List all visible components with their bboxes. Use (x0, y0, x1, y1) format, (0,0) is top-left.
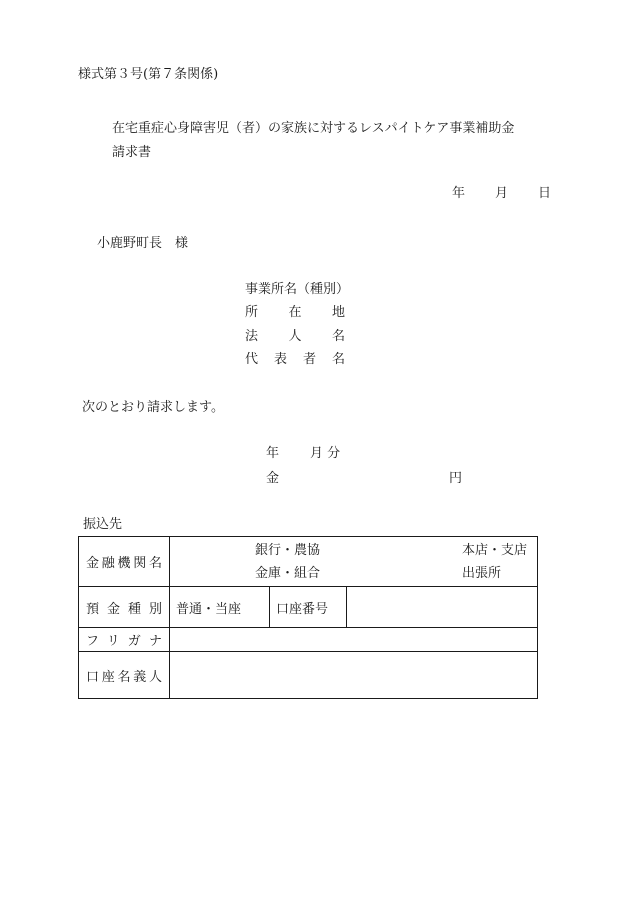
account-holder-label: 口座名義人 (86, 669, 162, 685)
date-month: 月 (495, 186, 509, 201)
deposit-type-label-cell (79, 587, 170, 628)
bank-type-line-1: 銀行・農協 (255, 543, 321, 558)
addressee: 小鹿野町長 様 (97, 236, 189, 251)
date-year: 年 (452, 186, 466, 201)
form-number: 様式第３号(第７条関係) (78, 67, 219, 82)
location-label: 所在地 (245, 305, 345, 320)
date-day: 日 (538, 186, 552, 201)
deposit-row-cell (170, 587, 538, 628)
request-text: 次のとおり請求します。 (82, 400, 224, 415)
furigana-field[interactable] (170, 628, 538, 652)
claim-month: 月 分 (310, 446, 341, 461)
branch-line-1: 本店・支店 (462, 543, 528, 558)
bank-account-table (78, 536, 538, 699)
furigana-label: フリガナ (86, 634, 162, 649)
account-number-label: 口座番号 (270, 587, 347, 627)
title-line-2: 請求書 (112, 145, 152, 160)
office-name-label: 事業所名（種別） (245, 282, 350, 297)
deposit-type-value[interactable]: 普通・当座 (170, 587, 270, 627)
institution-label-cell (79, 537, 170, 587)
corporation-label: 法人名 (245, 329, 345, 344)
institution-input-cell[interactable] (170, 537, 538, 587)
deposit-type-label: 預金種別 (86, 601, 162, 617)
institution-label: 金融機関名 (86, 556, 162, 571)
yen-label: 円 (449, 471, 463, 486)
claim-year: 年 (266, 446, 280, 461)
furigana-label-cell (79, 628, 170, 652)
account-holder-field[interactable] (170, 652, 538, 699)
transfer-label: 振込先 (83, 517, 123, 532)
account-holder-label-cell (79, 652, 170, 699)
branch-line-2: 出張所 (462, 566, 502, 581)
account-number-field[interactable] (347, 587, 537, 627)
bank-type-line-2: 金庫・組合 (255, 566, 321, 581)
title-line-1: 在宅重症心身障害児（者）の家族に対するレスパイトケア事業補助金 (112, 121, 515, 136)
amount-label: 金 (266, 471, 280, 486)
representative-label: 代表者名 (245, 352, 345, 367)
document-title (112, 117, 557, 165)
